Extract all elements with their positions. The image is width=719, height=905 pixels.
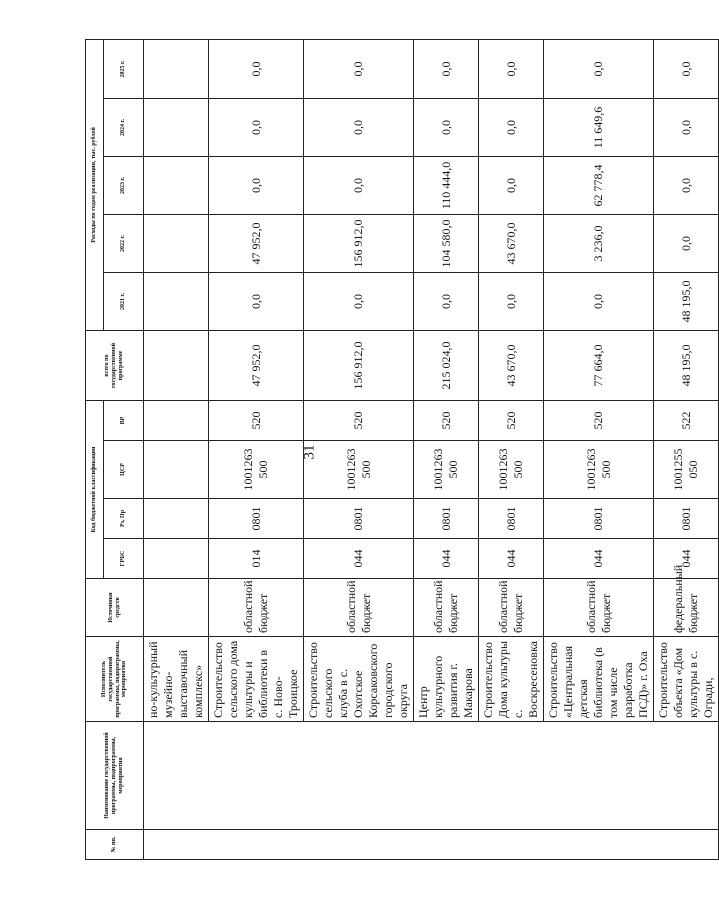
y2022-cell: 47 952,0 [209,214,304,272]
total-cell: 43 670,0 [479,330,544,400]
rzpr-cell: 0801 [544,499,654,539]
grbs-cell: 044 [544,539,654,579]
y2024-cell: 0,0 [414,98,479,156]
table-row [144,39,209,859]
header-no: № пп. [86,830,144,860]
grbs-cell: 044 [304,539,414,579]
header-csr: ЦСР [104,441,144,499]
vr-cell: 522 [654,400,719,440]
header-source: Источники средств [86,579,144,637]
rzpr-cell: 0801 [209,499,304,539]
y2025-cell [144,39,209,98]
y2021-cell [144,272,209,330]
source-cell: областной бюджет [209,579,304,637]
header-years-group: Расходы по годам реализации, тыс. рублей [86,39,104,330]
y2022-cell: 104 580,0 [414,214,479,272]
rzpr-cell: 0801 [414,499,479,539]
header-kbk-group: Код бюджетной классификации [86,400,104,578]
header-vr: ВР [104,400,144,440]
budget-table [85,39,719,860]
y2025-cell: 0,0 [479,39,544,98]
rzpr-cell: 0801 [654,499,719,539]
y2025-cell: 0,0 [209,39,304,98]
y2025-cell: 0,0 [414,39,479,98]
vr-cell [144,400,209,440]
y2021-cell: 48 195,0 [654,272,719,330]
y2022-cell: 0,0 [654,214,719,272]
rzpr-cell: 0801 [304,499,414,539]
y2024-cell: 0,0 [209,98,304,156]
budget-table-rotated [85,40,715,860]
y2023-cell: 0,0 [654,156,719,214]
header-total: всего по государственной программе [86,330,144,400]
header-year-2021: 2021 г. [104,272,144,330]
y2021-cell: 0,0 [479,272,544,330]
executor-cell: Центр культурного развития г. Макарова [414,637,479,722]
csr-cell: 1001263 500 [479,441,544,499]
y2021-cell: 0,0 [304,272,414,330]
total-cell [144,330,209,400]
y2023-cell: 110 444,0 [414,156,479,214]
csr-cell: 1001255 050 [654,441,719,499]
vr-cell: 520 [304,400,414,440]
y2025-cell: 0,0 [544,39,654,98]
vr-cell: 520 [209,400,304,440]
source-cell: областной бюджет [414,579,479,637]
executor-cell: Строительство «Центральная детская библиотека (в том числе разработка ПСД)» г. Оха [544,637,654,722]
executor-cell: Строительство Дома культуры с. Воскресеновка [479,637,544,722]
grbs-cell: 044 [414,539,479,579]
executor-cell: Строительство объекта «Дом культуры в с. Огради, [654,637,719,722]
y2024-cell [144,98,209,156]
total-cell: 77 664,0 [544,330,654,400]
page-number: 31 [301,444,318,460]
csr-cell [144,441,209,499]
y2023-cell: 62 778,4 [544,156,654,214]
y2023-cell [144,156,209,214]
header-year-2023: 2023 г. [104,156,144,214]
grbs-cell: 044 [654,539,719,579]
y2024-cell: 0,0 [304,98,414,156]
vr-cell: 520 [414,400,479,440]
y2021-cell: 0,0 [209,272,304,330]
header-grbs: ГРБС [104,539,144,579]
rzpr-cell [144,499,209,539]
total-cell: 48 195,0 [654,330,719,400]
header-year-2024: 2024 г. [104,98,144,156]
y2024-cell: 0,0 [479,98,544,156]
no-cell [144,830,719,860]
header-program: Наименование государственной программы, подпрограммы, мероприятия [86,722,144,830]
y2025-cell: 0,0 [654,39,719,98]
total-cell: 215 024,0 [414,330,479,400]
source-cell: областной бюджет [479,579,544,637]
csr-cell: 1001263 500 [544,441,654,499]
y2024-cell: 0,0 [654,98,719,156]
csr-cell: 1001263 500 [414,441,479,499]
y2021-cell: 0,0 [414,272,479,330]
y2022-cell: 43 670,0 [479,214,544,272]
source-cell: федеральный бюджет [654,579,719,637]
total-cell: 47 952,0 [209,330,304,400]
source-cell: областной бюджет [544,579,654,637]
y2023-cell: 0,0 [479,156,544,214]
rzpr-cell: 0801 [479,499,544,539]
executor-cell: Строительство сельского дома культуры и библиотеки в с. Ново-Троицкое [209,637,304,722]
y2022-cell: 3 236,0 [544,214,654,272]
header-year-2022: 2022 г. [104,214,144,272]
executor-cell: но-культурный музейно-выставочный комплекс» [144,637,209,722]
source-cell [144,579,209,637]
y2023-cell: 0,0 [209,156,304,214]
executor-cell: Строительство сельского клуба в с. Охотское Корсаковского городского округа [304,637,414,722]
grbs-cell [144,539,209,579]
csr-cell: 1001263 500 [304,441,414,499]
y2023-cell: 0,0 [304,156,414,214]
header-executor: Исполнитель государственной программы, подпрограммы, мероприятия [86,637,144,722]
header-year-2025: 2025 г. [104,39,144,98]
y2025-cell: 0,0 [304,39,414,98]
y2022-cell [144,214,209,272]
source-cell: областной бюджет [304,579,414,637]
grbs-cell: 014 [209,539,304,579]
total-cell: 156 912,0 [304,330,414,400]
vr-cell: 520 [479,400,544,440]
y2024-cell: 11 649,6 [544,98,654,156]
csr-cell: 1001263 500 [209,441,304,499]
program-cell [144,722,719,830]
vr-cell: 520 [544,400,654,440]
grbs-cell: 044 [479,539,544,579]
y2022-cell: 156 912,0 [304,214,414,272]
y2021-cell: 0,0 [544,272,654,330]
header-rzpr: Рз, Пр [104,499,144,539]
